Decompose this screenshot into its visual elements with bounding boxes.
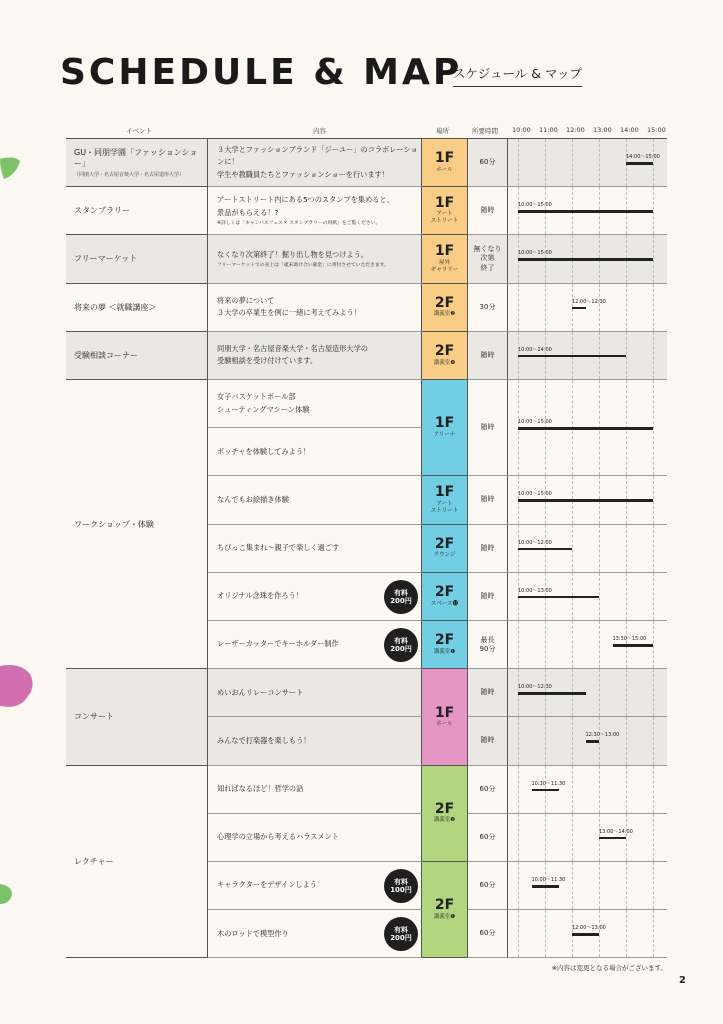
timeline-hour-line [626, 332, 627, 379]
timeline-cell [508, 573, 667, 621]
duration-cell [468, 187, 508, 235]
timeline-hour-line [653, 814, 654, 861]
timeline-hour-line [653, 525, 654, 572]
event-name: 受験相談コーナー [74, 350, 138, 360]
timeline-hour-line [626, 814, 627, 861]
timeline-hour-line [545, 814, 546, 861]
content-line: 将来の夢について [217, 295, 275, 305]
timeline-hour-line [653, 621, 654, 668]
content-cell [208, 284, 422, 332]
timeline-hour-line [518, 862, 519, 909]
paid-badge-text: 有料 [394, 636, 408, 645]
timeline-hour-line [653, 910, 654, 957]
time-bar [613, 644, 654, 647]
place-cell [422, 621, 468, 669]
duration-text: 随時 [480, 591, 495, 600]
time-bar-label: 10:30～11:30 [531, 780, 566, 787]
timeline-hour-line [653, 332, 654, 379]
timeline-hour-line [518, 284, 519, 331]
footnote: ※内容は変更となる場合がございます。 [551, 964, 667, 972]
duration-cell [468, 573, 508, 621]
time-bar-label: 10:00～13:00 [518, 587, 552, 594]
place-cell [422, 380, 468, 476]
timeline-cell [508, 669, 667, 717]
content-cell [208, 717, 422, 765]
timeline-hour-line [572, 139, 573, 186]
duration-text: 随時 [480, 543, 495, 552]
room-label: 講義室❷ [433, 311, 456, 318]
column-header-place: 場所 [436, 127, 449, 135]
room-label: アリーナ [433, 431, 456, 438]
duration-cell [468, 814, 508, 862]
floor-label: 2F [434, 897, 455, 914]
time-bar-label: 13:30～15:00 [612, 636, 647, 643]
room-label: アート ストリート [430, 211, 459, 225]
event-name-cell [66, 139, 208, 187]
room-label: 講義室❶ [433, 913, 456, 920]
timeline-cell [508, 284, 667, 332]
room-label: ラウンジ [433, 552, 456, 559]
content-cell [208, 910, 422, 958]
column-header-event: イベント [126, 127, 152, 135]
place-cell [422, 669, 468, 765]
duration-text: 最長 [480, 635, 495, 644]
floor-label: 1F [434, 243, 455, 260]
floor-label: 1F [434, 415, 455, 432]
content-line: 女子バスケットボール部 [217, 392, 296, 402]
timeline-hour-line [626, 573, 627, 620]
time-bar-label: 10:00～15:00 [518, 491, 552, 498]
timeline-hour-line [572, 621, 573, 668]
timeline-hour-line [545, 284, 546, 331]
paid-badge-text: 有料 [394, 877, 408, 886]
content-line: なんでもお絵描き体験 [217, 494, 289, 504]
timeline-hour-line [626, 766, 627, 813]
time-bar-label: 10:00～11:30 [531, 877, 566, 884]
time-bar [518, 427, 653, 430]
timeline-hour-line [653, 766, 654, 813]
content-line: キャラクターをデザインしよう [217, 880, 317, 890]
timeline-hour-line [626, 862, 627, 909]
place-cell [422, 332, 468, 380]
floor-label: 2F [434, 801, 455, 818]
timeline-hour-line [599, 284, 600, 331]
duration-cell [468, 380, 508, 476]
room-label: ホール [436, 166, 453, 173]
content-note: フリーマーケットでの売上は「歳末助け合い募金」に寄付させていただきます。 [217, 263, 389, 268]
place-cell [422, 235, 468, 283]
floor-label: 2F [434, 343, 455, 360]
timeline-cell [508, 332, 667, 380]
floor-label: 1F [434, 484, 455, 501]
content-line: アートストリート内にある5つのスタンプを集めると、 [217, 195, 394, 205]
timeline-cell [508, 235, 667, 283]
timeline-cell [508, 187, 667, 235]
time-bar [518, 548, 572, 551]
timeline-hour-line [518, 814, 519, 861]
floor-label: 1F [434, 150, 455, 167]
timeline-hour-line [572, 862, 573, 909]
duration-text: 60分 [479, 929, 496, 938]
column-header-time: 13:00 [593, 126, 612, 134]
floor-label: 2F [434, 535, 455, 552]
time-bar-label: 10:00～12:00 [518, 539, 552, 546]
green-leaf-decoration-top [0, 155, 22, 181]
duration-text: 随時 [480, 495, 495, 504]
paid-badge-text: 200円 [390, 645, 412, 654]
timeline-hour-line [572, 717, 573, 764]
room-label: 屋外 ギャラリー [430, 259, 459, 273]
event-name-cell [66, 766, 208, 959]
time-bar [518, 355, 626, 358]
timeline-hour-line [545, 139, 546, 186]
content-note: ※詳しくは「キャンパスフェスタ スタンプラリーの用紙」をご覧ください。 [217, 220, 381, 226]
event-name-cell [66, 380, 208, 669]
duration-text: 90分 [479, 644, 496, 653]
timeline-hour-line [653, 235, 654, 282]
timeline-hour-line [653, 380, 654, 475]
place-cell [422, 862, 468, 958]
place-cell [422, 476, 468, 524]
content-line: シューティングマシーン体験 [217, 404, 310, 414]
content-cell [208, 332, 422, 380]
content-line: みんなで打楽器を楽しもう！ [217, 735, 311, 745]
paid-badge [384, 869, 418, 903]
paid-badge-text: 200円 [390, 934, 412, 943]
time-bar [532, 885, 559, 888]
event-name: フリーマーケット [74, 254, 138, 264]
column-header-time: 12:00 [566, 126, 585, 134]
timeline-hour-line [653, 187, 654, 234]
time-bar [626, 162, 653, 165]
timeline-cell [508, 862, 667, 910]
column-header-duration: 所要時間 [472, 127, 498, 135]
duration-cell [468, 139, 508, 187]
column-header-time: 15:00 [647, 126, 666, 134]
time-bar [518, 692, 586, 695]
timeline-hour-line [518, 139, 519, 186]
floor-label: 1F [434, 704, 455, 721]
content-line: なくなり次第終了！掘り出し物を見つけよう。 [217, 249, 368, 259]
page-title: SCHEDULE & MAP [60, 52, 463, 93]
schedule-table [66, 124, 667, 958]
event-name: 将来の夢 ＜就職講座＞ [74, 302, 157, 312]
time-bar [586, 740, 600, 743]
content-cell [208, 814, 422, 862]
duration-text: 60分 [479, 881, 496, 890]
timeline-cell [508, 525, 667, 573]
place-cell [422, 139, 468, 187]
content-line: 木のロッドで模型作り [217, 928, 289, 938]
place-cell [422, 187, 468, 235]
timeline-hour-line [599, 669, 600, 716]
timeline-hour-line [545, 910, 546, 957]
timeline-hour-line [572, 766, 573, 813]
timeline-hour-line [599, 573, 600, 620]
room-label: 講義室❷ [433, 817, 456, 824]
duration-cell [468, 766, 508, 814]
timeline-hour-line [572, 525, 573, 572]
event-name-cell [66, 284, 208, 332]
event-name-cell [66, 235, 208, 283]
duration-text: 随時 [480, 206, 495, 215]
place-cell [422, 573, 468, 621]
content-line: めいおんリレーコンサート [217, 687, 304, 697]
content-line: 受験相談を受け付けています。 [217, 356, 318, 366]
time-bar-label: 12:30～13:00 [585, 732, 620, 739]
time-bar-label: 14:00～15:00 [626, 154, 660, 161]
room-label: 講義室❶ [433, 648, 456, 655]
schedule-grid [66, 138, 667, 958]
timeline-hour-line [518, 766, 519, 813]
duration-cell [468, 669, 508, 717]
time-bar-label: 12:00～12:30 [572, 298, 606, 305]
page-subtitle: スケジュール & マップ [453, 64, 582, 87]
paid-badge-text: 100円 [390, 886, 412, 895]
paid-badge-text: 有料 [394, 925, 408, 934]
column-header-time: 14:00 [620, 126, 639, 134]
paid-badge [384, 917, 418, 951]
timeline-hour-line [653, 573, 654, 620]
duration-text: 随時 [480, 688, 495, 697]
duration-text: 60分 [479, 158, 496, 167]
timeline-hour-line [653, 717, 654, 764]
event-name: GU・同朋学園「ファッションショー」 [74, 148, 198, 169]
floor-label: 2F [434, 584, 455, 601]
content-line: 知ればなるほど！哲学の話 [217, 784, 304, 794]
time-bar-label: 10:00～15:00 [518, 419, 552, 426]
timeline-hour-line [653, 669, 654, 716]
content-line: レーザーカッターでキーホルダー制作 [217, 639, 339, 649]
content-line: ちびっこ集まれ～親子で楽しく過ごす [217, 543, 340, 553]
content-line: 学生や教職員たちとファッションショーを行います！ [217, 169, 389, 179]
timeline-hour-line [626, 669, 627, 716]
time-bar-label: 12:00～13:00 [572, 925, 606, 932]
timeline-cell [508, 621, 667, 669]
timeline-hour-line [599, 525, 600, 572]
content-cell [208, 766, 422, 814]
time-bar [572, 307, 586, 310]
column-header-time: 11:00 [539, 126, 558, 134]
paid-badge-text: 有料 [394, 588, 408, 597]
green-leaf-decoration-bottom [0, 882, 14, 906]
timeline-hour-line [518, 910, 519, 957]
duration-text: 随時 [480, 736, 495, 745]
content-line: 同朋大学・名古屋音楽大学・名古屋造形大学の [217, 344, 368, 354]
column-header-time: 10:00 [512, 126, 531, 134]
duration-text: 随時 [480, 350, 495, 359]
content-line: 景品がもらえる！? [217, 207, 279, 217]
content-line: 心理学の立場から考えるハラスメント [217, 832, 339, 842]
time-bar [599, 837, 626, 840]
event-name-cell [66, 332, 208, 380]
time-bar-label: 10:00～15:00 [518, 250, 552, 257]
timeline-hour-line [653, 284, 654, 331]
duration-cell [468, 235, 508, 283]
content-cell [208, 621, 422, 669]
timeline-hour-line [653, 476, 654, 523]
content-cell [208, 525, 422, 573]
duration-text: 60分 [479, 784, 496, 793]
time-bar-label: 10:00～14:00 [518, 346, 552, 353]
time-bar-label: 13:00～14:00 [599, 828, 633, 835]
content-cell [208, 476, 422, 524]
time-bar [518, 210, 653, 213]
duration-text: 30分 [479, 302, 496, 311]
duration-text: 無くなり [473, 245, 502, 254]
duration-cell [468, 910, 508, 958]
content-cell [208, 573, 422, 621]
timeline-hour-line [626, 910, 627, 957]
timeline-hour-line [626, 284, 627, 331]
duration-cell [468, 525, 508, 573]
timeline-cell [508, 814, 667, 862]
place-cell [422, 766, 468, 862]
content-line: オリジナル念珠を作ろう！ [217, 591, 303, 601]
column-header-content: 内容 [313, 127, 326, 135]
timeline-hour-line [599, 621, 600, 668]
place-cell [422, 525, 468, 573]
duration-cell [468, 332, 508, 380]
timeline-hour-line [626, 525, 627, 572]
timeline-hour-line [626, 717, 627, 764]
timeline-hour-line [599, 139, 600, 186]
paid-badge [384, 580, 418, 614]
duration-text: 次第 [480, 254, 495, 263]
timeline-hour-line [545, 621, 546, 668]
timeline-cell [508, 717, 667, 765]
duration-cell [468, 476, 508, 524]
timeline-hour-line [599, 910, 600, 957]
duration-cell [468, 862, 508, 910]
timeline-hour-line [545, 717, 546, 764]
floor-label: 1F [434, 194, 455, 211]
duration-text: 60分 [479, 832, 496, 841]
room-label: スペース⓫ [430, 600, 459, 607]
time-bar [572, 933, 599, 936]
duration-cell [468, 621, 508, 669]
timeline-hour-line [572, 814, 573, 861]
content-cell [208, 428, 422, 476]
room-label: 講義室❹ [433, 359, 456, 366]
timeline-cell [508, 139, 667, 187]
time-bar [518, 596, 599, 599]
timeline-hour-line [653, 139, 654, 186]
timeline-hour-line [599, 717, 600, 764]
floor-label: 2F [434, 632, 455, 649]
content-line: ３大学とファッションブランド「ジーユー」のコラボレーションに！ [217, 145, 418, 167]
content-line: ボッチャを体験してみよう！ [217, 446, 311, 456]
duration-cell [468, 717, 508, 765]
content-cell [208, 380, 422, 428]
time-bar [532, 789, 559, 792]
content-cell [208, 187, 422, 235]
event-name-cell [66, 187, 208, 235]
content-cell [208, 669, 422, 717]
event-name: コンサート [74, 712, 114, 722]
time-bar [518, 499, 653, 502]
timeline-cell [508, 476, 667, 524]
duration-cell [468, 284, 508, 332]
content-cell [208, 235, 422, 283]
event-name-cell [66, 669, 208, 765]
event-name: ワークショップ・体験 [74, 519, 154, 529]
room-label: ホール [436, 721, 453, 727]
event-name: スタンプラリー [74, 206, 130, 216]
event-subtitle: （同朋大学・名古屋音楽大学・名古屋造形大学） [74, 172, 185, 179]
time-bar-label: 10:00～12:30 [518, 684, 552, 691]
time-bar [518, 258, 653, 261]
paid-badge-text: 200円 [390, 596, 412, 605]
event-name: レクチャー [74, 856, 114, 866]
timeline-cell [508, 766, 667, 814]
column-header-row [66, 124, 667, 138]
timeline-cell [508, 910, 667, 958]
duration-text: 随時 [480, 423, 495, 432]
timeline-hour-line [518, 717, 519, 764]
paid-badge [384, 628, 418, 662]
floor-label: 2F [434, 294, 455, 311]
duration-text: 終了 [480, 263, 495, 272]
pink-blob-decoration [0, 662, 36, 710]
time-bar-label: 10:00～15:00 [518, 202, 552, 209]
page-number: 2 [679, 975, 686, 986]
place-cell [422, 284, 468, 332]
timeline-hour-line [599, 766, 600, 813]
timeline-hour-line [599, 862, 600, 909]
timeline-cell [508, 380, 667, 476]
timeline-hour-line [653, 862, 654, 909]
room-label: アート ストリート [430, 500, 459, 514]
content-cell [208, 139, 422, 187]
content-cell [208, 862, 422, 910]
timeline-hour-line [518, 621, 519, 668]
content-line: ３大学の卒業生を例に一緒に考えてみよう！ [217, 308, 361, 318]
